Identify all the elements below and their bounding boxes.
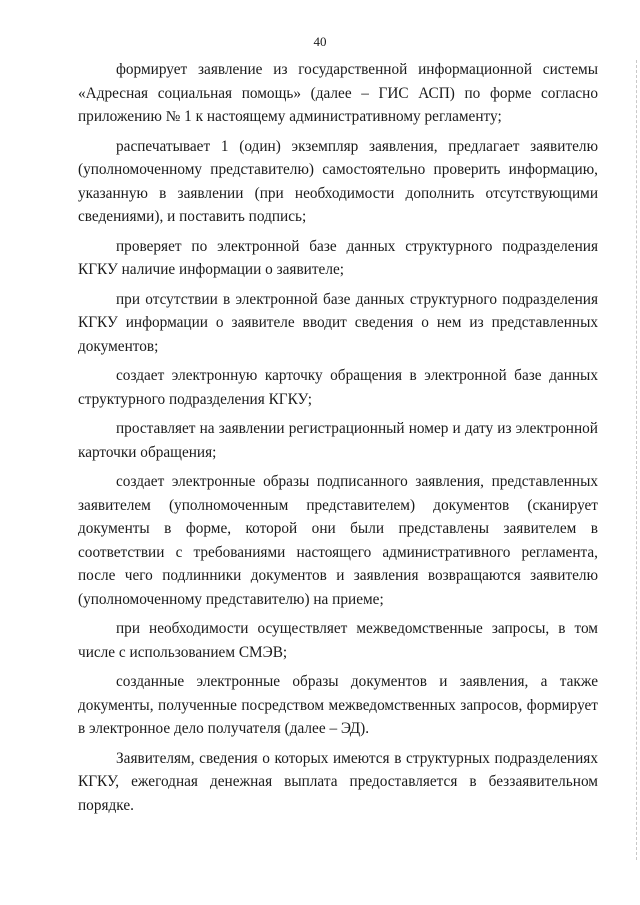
- paragraph-enter-applicant-info: при отсутствии в электронной базе данных структурного подразделения КГКУ информации о заявителе вводит сведения о нем из представленных документов;: [78, 290, 598, 355]
- paragraph-print-application: распечатывает 1 (один) экземпляр заявления, предлагает заявителю (уполномоченному представителю) самостоятельно проверить информацию, указанную в заявлении (при необходимости дополнить отсутствующими сведениями), и поставить подпись;: [78, 137, 598, 225]
- paragraph-scan-documents: создает электронные образы подписанного заявления, представленных заявителем (уполномоченным представителем) документов (сканирует документы в форме, которой они были представлены заявителем в соответствии с требованиями настоящего административного регламента, после чего подлинники документов и заявления возвращаются заявителю (уполномоченному представителю) на приеме;: [78, 473, 598, 608]
- paragraph-interagency-requests: при необходимости осуществляет межведомственные запросы, в том числе с использованием СМЭВ;: [78, 620, 598, 661]
- document-body: [78, 58, 598, 817]
- paragraph-no-application-payment: Заявителям, сведения о которых имеются в структурных подразделениях КГКУ, ежегодная денежная выплата предоставляется в беззаявительном порядке.: [78, 749, 598, 814]
- paragraph-check-database: проверяет по электронной базе данных структурного подразделения КГКУ наличие информации о заявителе;: [78, 237, 598, 278]
- scan-edge-line: [636, 60, 637, 860]
- page-number: 40: [313, 34, 327, 49]
- paragraph-create-card: создает электронную карточку обращения в электронной базе данных структурного подразделения КГКУ;: [78, 367, 598, 408]
- paragraph-electronic-case: созданные электронные образы документов и заявления, а также документы, полученные посредством межведомственных запросов, формирует в электронное дело получателя (далее – ЭД).: [78, 673, 598, 737]
- paragraph-registration-number: проставляет на заявлении регистрационный номер и дату из электронной карточки обращения;: [78, 420, 598, 461]
- paragraph-form-application: формирует заявление из государственной информационной системы «Адресная социальная помощь» (далее – ГИС АСП) по форме согласно приложению № 1 к настоящему административному регламенту;: [78, 61, 598, 125]
